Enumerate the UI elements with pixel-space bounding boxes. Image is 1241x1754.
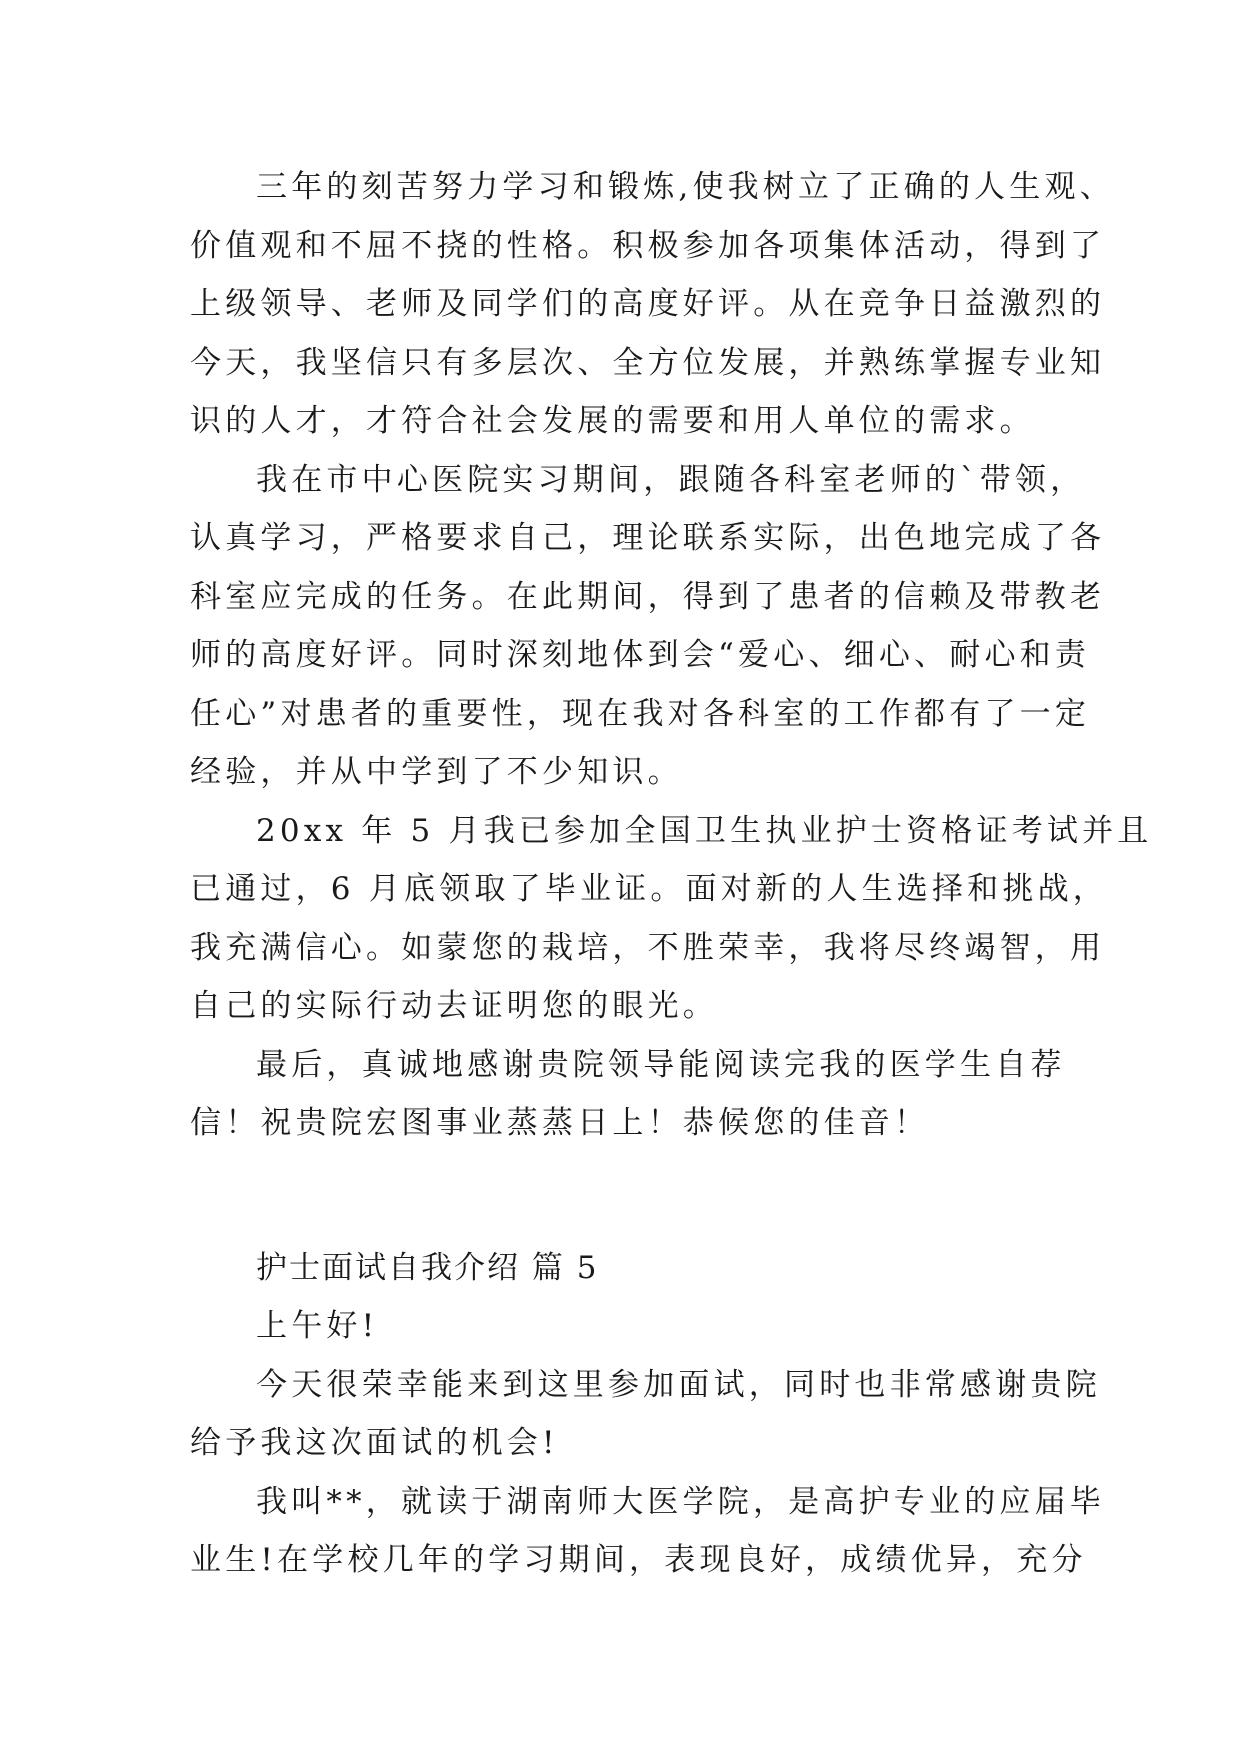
text-line: 自己的实际行动去证明您的眼光。 bbox=[190, 988, 718, 1024]
text-line: 我在市中心医院实习期间，跟随各科室老师的`带领， bbox=[256, 461, 1086, 498]
text-line: 信！祝贵院宏图事业蒸蒸日上！恭候您的佳音！ bbox=[190, 1105, 930, 1141]
text-line: 20xx 年 5 月我已参加全国卫生执业护士资格证考试并且 bbox=[256, 812, 1153, 849]
text-line: 业生!在学校几年的学习期间，表现良好，成绩优异，充分 bbox=[190, 1542, 1087, 1578]
section-gap bbox=[190, 1153, 1070, 1239]
text-line: 任心”对患者的重要性，现在我对各科室的工作都有了一定 bbox=[190, 695, 1091, 732]
text-line: 价值观和不屈不挠的性格。积极参加各项集体活动，得到了 bbox=[190, 227, 1106, 264]
paragraph-values bbox=[190, 158, 1115, 451]
paragraph-certification bbox=[190, 802, 1153, 1036]
section-title: 护士面试自我介绍 篇 5 bbox=[256, 1249, 599, 1286]
text-line: 三年的刻苦努力学习和锻炼,使我树立了正确的人生观、 bbox=[256, 169, 1115, 205]
paragraph-closing bbox=[190, 1036, 1070, 1153]
text-line: 最后，真诚地感谢贵院领导能阅读完我的医学生自荐 bbox=[256, 1046, 1066, 1083]
text-line: 认真学习，严格要求自己，理论联系实际，出色地完成了各 bbox=[190, 520, 1106, 556]
text-line: 我充满信心。如蒙您的栽培，不胜荣幸，我将尽终竭智，用 bbox=[190, 929, 1106, 966]
text-line: 给予我这次面试的机会! bbox=[190, 1425, 559, 1461]
text-line: 今天很荣幸能来到这里参加面试，同时也非常感谢贵院 bbox=[256, 1366, 1101, 1403]
text-line: 经验，并从中学到了不少知识。 bbox=[190, 754, 683, 790]
text-line: 科室应完成的任务。在此期间，得到了患者的信赖及带教老 bbox=[190, 578, 1106, 615]
text-line: 已通过，6 月底领取了毕业证。面对新的人生选择和挑战， bbox=[190, 871, 1108, 907]
text-line: 上级领导、老师及同学们的高度好评。从在竞争日益激烈的 bbox=[190, 286, 1106, 322]
text-line: 我叫**，就读于湖南师大医学院，是高护专业的应届毕 bbox=[256, 1483, 1105, 1520]
text-line: 师的高度好评。同时深刻地体到会“爱心、细心、耐心和责 bbox=[190, 637, 1091, 673]
paragraph-introduction bbox=[190, 1473, 1105, 1590]
greeting: 上午好! bbox=[256, 1308, 379, 1344]
paragraph-internship bbox=[190, 451, 1106, 802]
text-line: 今天，我坚信只有多层次、全方位发展，并熟练掌握专业知 bbox=[190, 344, 1106, 381]
text-line: 识的人才，才符合社会发展的需要和用人单位的需求。 bbox=[190, 403, 1035, 439]
paragraph-thanks bbox=[190, 1356, 1101, 1473]
document-body bbox=[190, 158, 1153, 1590]
